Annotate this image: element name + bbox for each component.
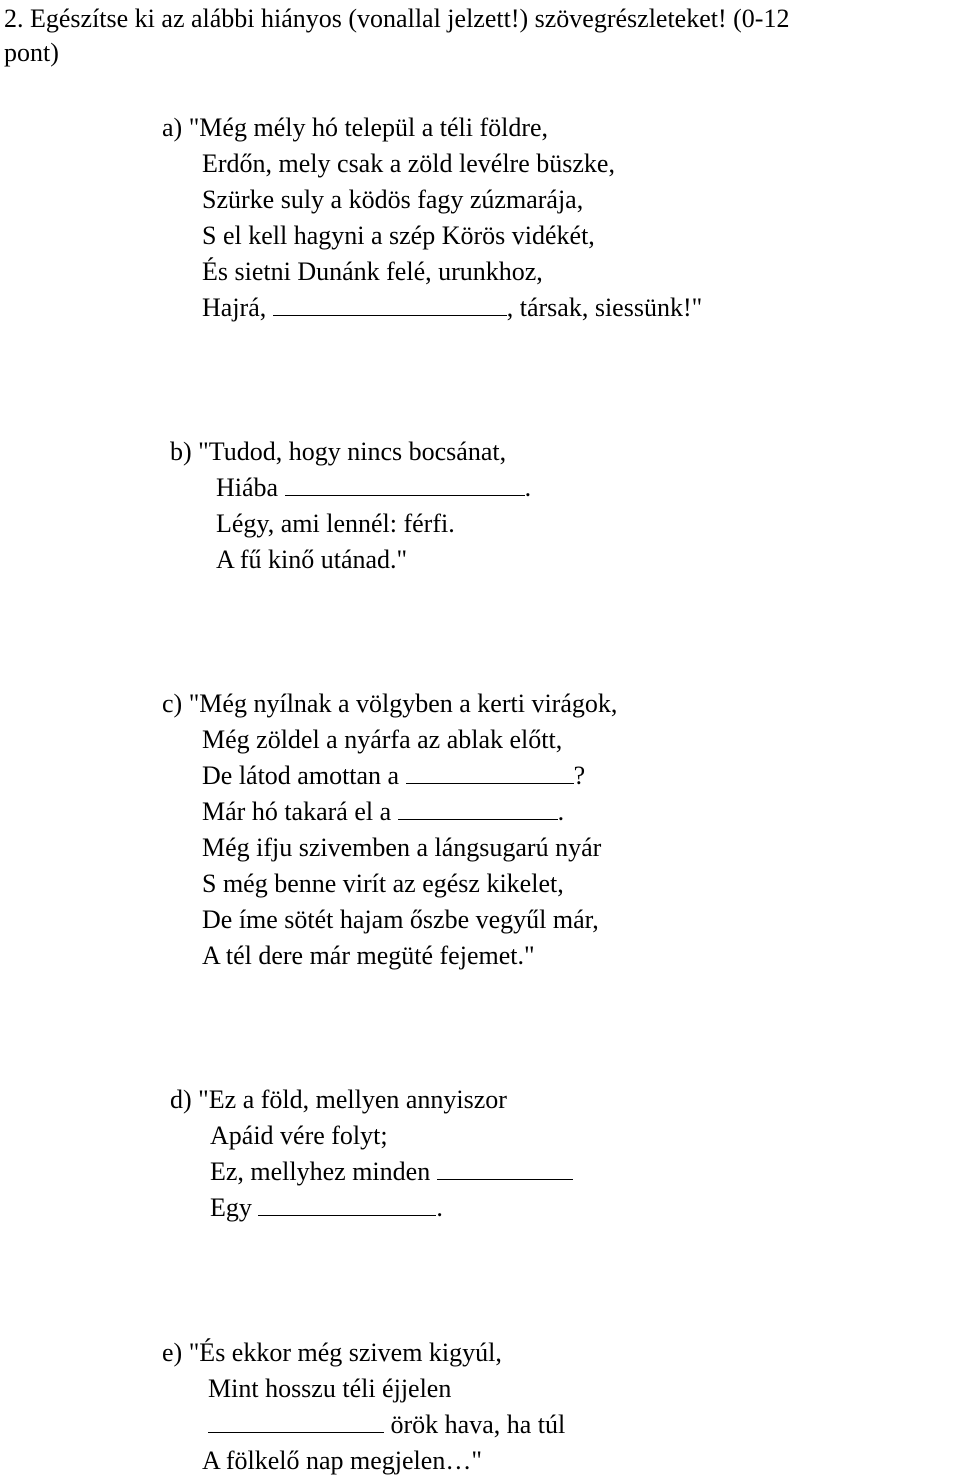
blank-c-2[interactable] — [398, 797, 558, 820]
section-a-line-6: Hajrá, , társak, siessünk!" — [202, 293, 703, 322]
section-b-line-1: b) "Tudod, hogy nincs bocsánat, — [170, 437, 507, 466]
section-e-line-4: A fölkelő nap megjelen…" — [202, 1446, 482, 1475]
section-d-line-2: Apáid vére folyt; — [210, 1121, 388, 1150]
section-a-line-3: Szürke suly a ködös fagy zúzmarája, — [202, 185, 584, 214]
task-heading — [4, 4, 789, 34]
section-c-line-6: S még benne virít az egész kikelet, — [202, 869, 564, 898]
section-b-line-3: Légy, ami lennél: férfi. — [216, 509, 455, 538]
section-c-line-3: De látod amottan a ? — [202, 761, 586, 790]
section-c-line-4: Már hó takará el a . — [202, 797, 565, 826]
blank-d-1[interactable] — [437, 1157, 573, 1180]
section-e-line-2: Mint hosszu téli éjjelen — [208, 1374, 452, 1403]
section-a-line-1: a) "Még mély hó települ a téli földre, — [162, 113, 549, 142]
task-heading-line2: pont) — [4, 38, 59, 67]
section-b-line-4: A fű kinő utánad." — [216, 545, 408, 574]
task-heading-line1: 2. Egészítse ki az alábbi hiányos (vonallal jelzett!) szövegrészleteket! (0-12 — [4, 4, 790, 33]
section-e-line-3: örök hava, ha túl — [208, 1410, 565, 1440]
blank-a-1[interactable] — [273, 293, 507, 316]
blank-b-1[interactable] — [285, 473, 525, 496]
section-d-line-1: d) "Ez a föld, mellyen annyiszor — [170, 1085, 507, 1114]
section-c-line-5: Még ifju szivemben a lángsugarú nyár — [202, 833, 602, 862]
section-e-line-1: e) "És ekkor még szivem kigyúl, — [162, 1338, 502, 1367]
section-c-line-1: c) "Még nyílnak a völgyben a kerti virágok, — [162, 689, 618, 718]
section-c-line-2: Még zöldel a nyárfa az ablak előtt, — [202, 725, 563, 754]
section-a-line-2: Erdőn, mely csak a zöld levélre büszke, — [202, 149, 615, 178]
section-c-line-8: A tél dere már megüté fejemet." — [202, 941, 535, 970]
task-heading-continued — [4, 38, 59, 68]
section-a-line-5: És sietni Dunánk felé, urunkhoz, — [202, 257, 543, 286]
section-c-line-7: De íme sötét hajam őszbe vegyűl már, — [202, 905, 599, 934]
section-d-line-4: Egy . — [210, 1193, 443, 1222]
section-a-line-4: S el kell hagyni a szép Körös vidékét, — [202, 221, 595, 250]
section-b-line-2: Hiába . — [216, 473, 532, 502]
blank-e-1[interactable] — [208, 1410, 384, 1433]
blank-c-1[interactable] — [406, 761, 574, 784]
section-d-line-3: Ez, mellyhez minden — [210, 1157, 573, 1187]
blank-d-2[interactable] — [258, 1193, 436, 1216]
